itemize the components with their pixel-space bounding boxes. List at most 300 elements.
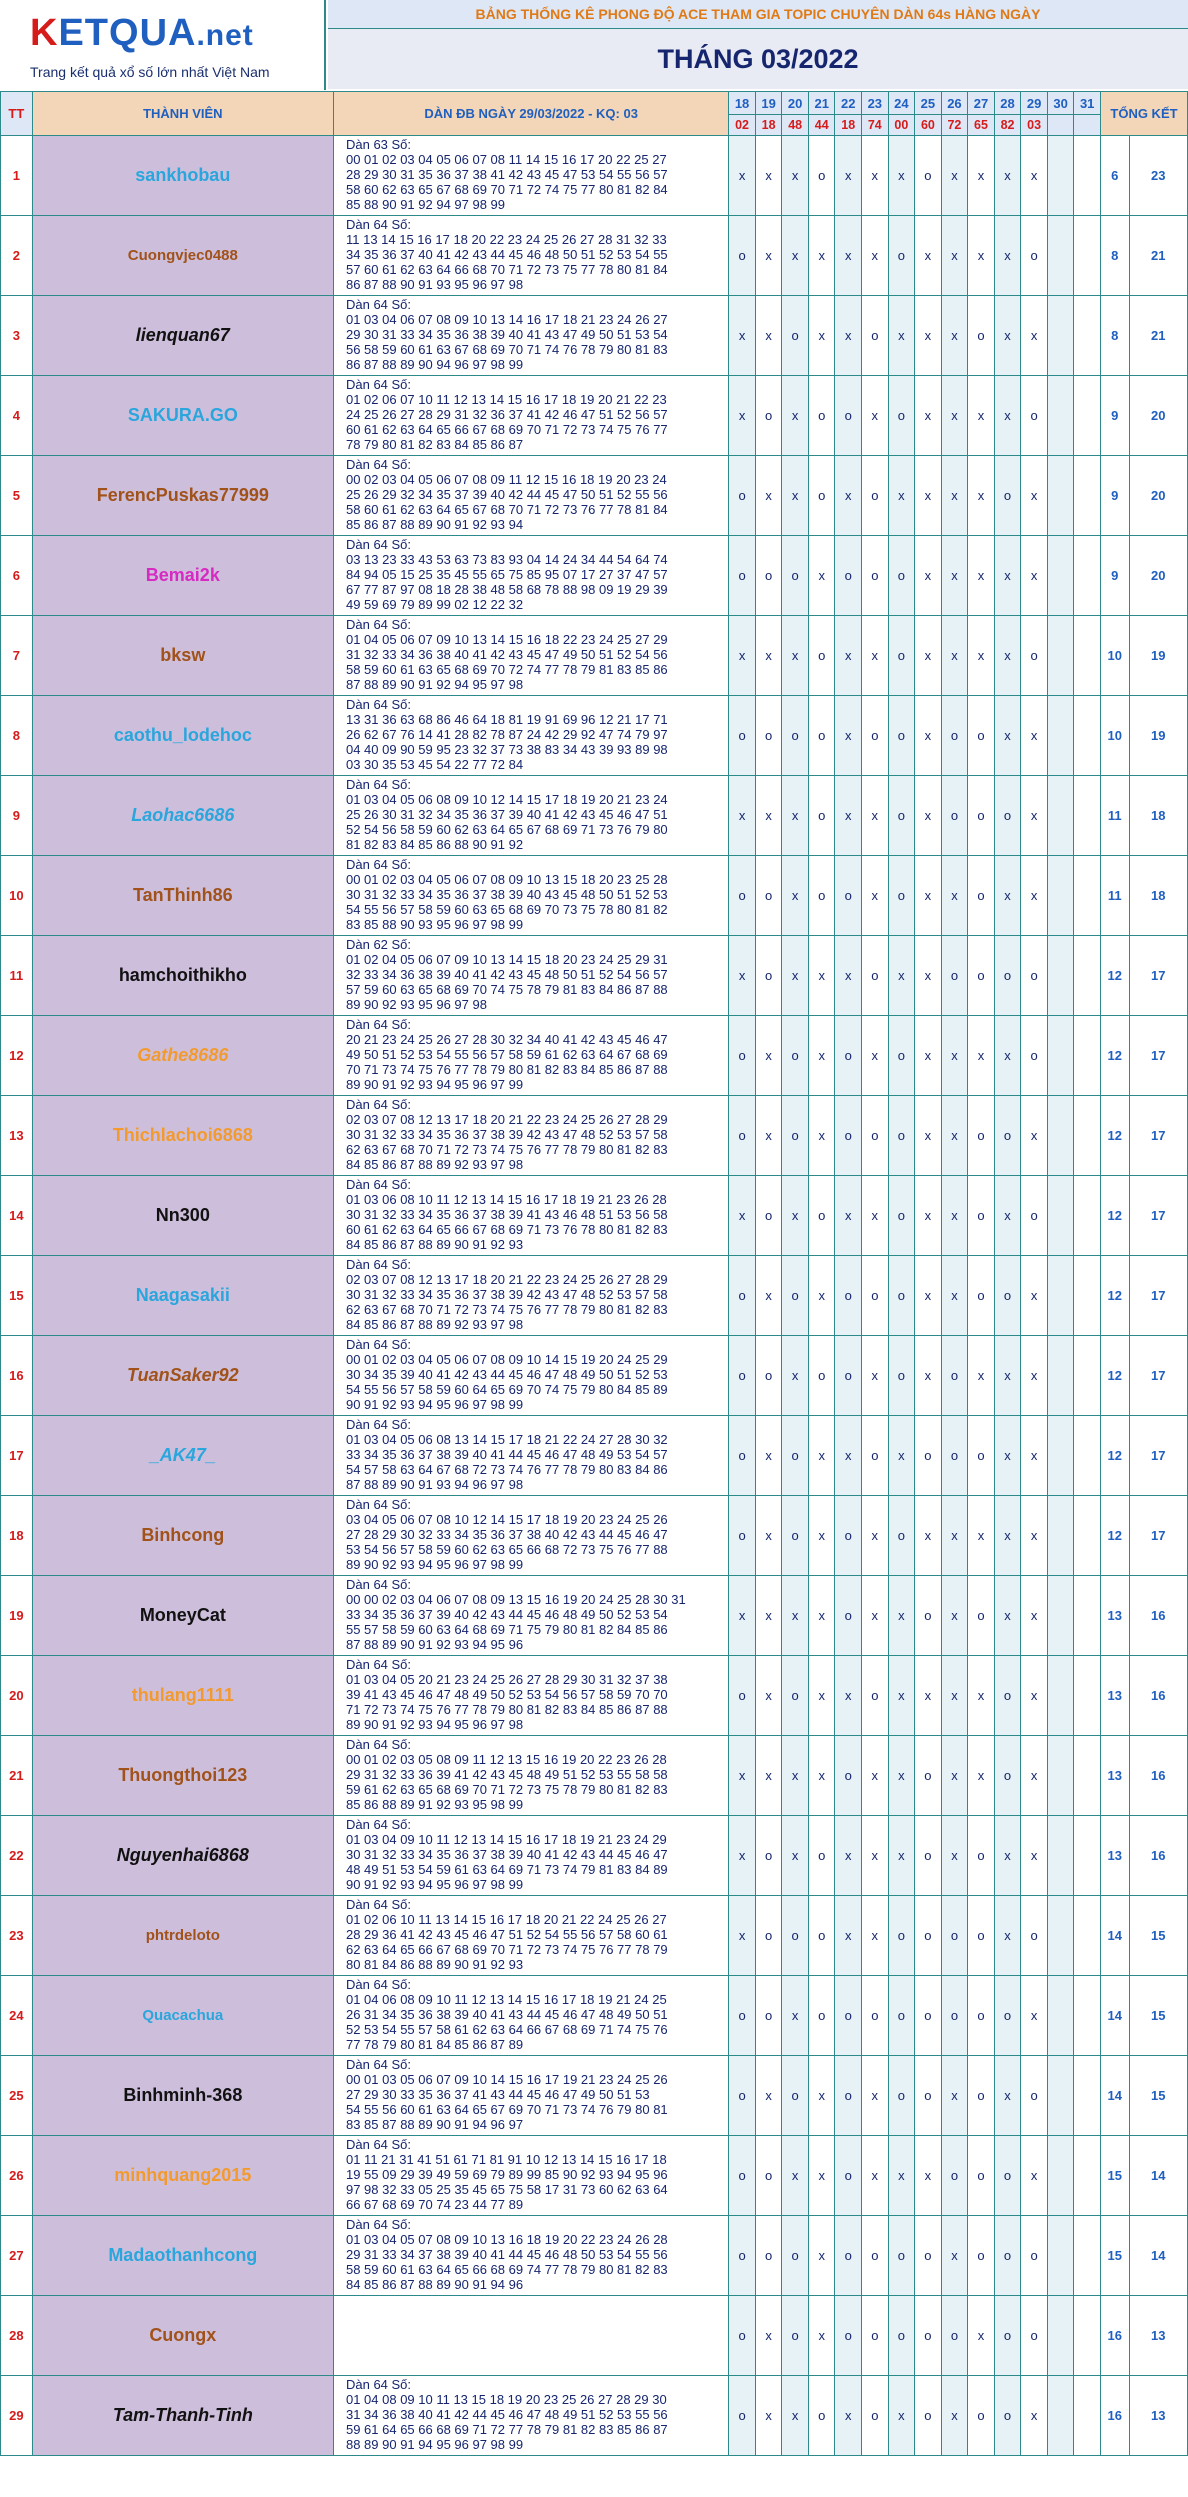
day-mark: x <box>755 136 782 216</box>
day-result-23: 74 <box>862 115 889 136</box>
day-mark: x <box>835 216 862 296</box>
day-mark <box>1047 1576 1074 1656</box>
day-mark: x <box>755 1416 782 1496</box>
day-mark: o <box>729 696 756 776</box>
day-mark: o <box>835 1496 862 1576</box>
table-row <box>1 2376 1188 2456</box>
day-mark <box>1047 1736 1074 1816</box>
day-mark: o <box>915 2216 942 2296</box>
day-mark <box>1047 1656 1074 1736</box>
member-name[interactable]: _AK47_ <box>32 1416 333 1496</box>
day-result-31 <box>1074 115 1101 136</box>
total-score: 19 <box>1129 616 1187 696</box>
day-mark: o <box>994 456 1021 536</box>
day-mark: o <box>915 2376 942 2456</box>
day-mark: x <box>835 1416 862 1496</box>
site-logo[interactable] <box>0 0 326 90</box>
day-mark <box>1074 1576 1101 1656</box>
day-mark: x <box>915 1176 942 1256</box>
day-mark: o <box>888 1336 915 1416</box>
day-mark: o <box>915 2296 942 2376</box>
day-mark: x <box>755 1256 782 1336</box>
day-mark <box>1047 1416 1074 1496</box>
day-header-24: 24 <box>888 92 915 115</box>
number-set <box>333 1176 728 1256</box>
day-mark <box>1047 2296 1074 2376</box>
day-header-30: 30 <box>1047 92 1074 115</box>
total-miss: 15 <box>1100 2136 1129 2216</box>
row-index: 5 <box>1 456 33 536</box>
day-mark: x <box>1021 1576 1048 1656</box>
day-mark <box>1047 1896 1074 1976</box>
number-set <box>333 376 728 456</box>
number-set-text: Dàn 62 Số: 01 02 04 05 06 07 09 10 13 14 15 18 20 23 24 25 29 31 32 33 34 36 38 39 40 41 42 43 45 48 50 51 52 54 56 57 57 59 60 63 65 68 69 70 74 75 78 79 81 83 84 86 87 88 89 90 92 93 95 96 97 98 <box>345 937 668 1012</box>
day-mark: o <box>968 2056 995 2136</box>
day-mark: o <box>782 2216 809 2296</box>
day-header-21: 21 <box>808 92 835 115</box>
day-mark: x <box>915 296 942 376</box>
day-mark: x <box>782 1736 809 1816</box>
day-mark: o <box>968 856 995 936</box>
logo-wordmark <box>30 12 254 55</box>
day-mark: x <box>729 1176 756 1256</box>
day-mark: x <box>782 136 809 216</box>
member-name[interactable]: FerencPuskas77999 <box>32 456 333 536</box>
day-mark: x <box>729 296 756 376</box>
day-mark: x <box>994 1336 1021 1416</box>
number-set <box>333 1976 728 2056</box>
day-mark: o <box>888 696 915 776</box>
row-index: 26 <box>1 2136 33 2216</box>
day-mark: x <box>888 296 915 376</box>
day-mark: o <box>1021 936 1048 1016</box>
total-miss: 15 <box>1100 2216 1129 2296</box>
day-mark: o <box>1021 1176 1048 1256</box>
day-mark: o <box>941 2136 968 2216</box>
day-mark: o <box>915 1976 942 2056</box>
day-mark: o <box>968 696 995 776</box>
day-result-24: 00 <box>888 115 915 136</box>
day-result-27: 65 <box>968 115 995 136</box>
day-mark: x <box>782 376 809 456</box>
day-mark <box>1047 216 1074 296</box>
day-mark: x <box>915 216 942 296</box>
day-mark: o <box>835 2296 862 2376</box>
day-mark: x <box>862 1176 889 1256</box>
day-mark: o <box>888 216 915 296</box>
day-mark: o <box>968 2136 995 2216</box>
day-mark: o <box>755 936 782 1016</box>
day-mark: o <box>862 1976 889 2056</box>
day-mark: x <box>755 1656 782 1736</box>
member-name[interactable]: hamchoithikho <box>32 936 333 1016</box>
day-mark <box>1074 1096 1101 1176</box>
member-name[interactable]: Thichlachoi6868 <box>32 1096 333 1176</box>
member-name[interactable]: Cuongx <box>32 2296 333 2376</box>
day-mark: x <box>755 1496 782 1576</box>
day-mark: o <box>835 1336 862 1416</box>
day-mark: x <box>862 616 889 696</box>
member-name[interactable]: Madaothanhcong <box>32 2216 333 2296</box>
col-total: TỔNG KẾT <box>1100 92 1187 136</box>
day-mark: o <box>782 1096 809 1176</box>
number-set <box>333 136 728 216</box>
day-mark: x <box>941 2056 968 2136</box>
day-mark: x <box>835 1656 862 1736</box>
day-mark: o <box>915 2056 942 2136</box>
day-mark: x <box>968 1736 995 1816</box>
table-row <box>1 136 1188 216</box>
total-score: 13 <box>1129 2296 1187 2376</box>
day-mark: x <box>835 1896 862 1976</box>
day-mark: x <box>862 1736 889 1816</box>
day-mark: o <box>968 1176 995 1256</box>
day-mark: o <box>729 1496 756 1576</box>
day-mark: x <box>994 696 1021 776</box>
day-mark: o <box>994 2296 1021 2376</box>
day-result-18: 02 <box>729 115 756 136</box>
day-mark: o <box>1021 2216 1048 2296</box>
number-set-text: Dàn 64 Số: 02 03 07 08 12 13 17 18 20 21 22 23 24 25 26 27 28 29 30 31 32 33 34 35 36 37 38 39 42 43 47 48 52 53 57 58 62 63 67 68 70 71 72 73 74 75 76 77 78 79 80 81 82 83 84 85 86 87 88 89 92 93 97 98 <box>345 1257 668 1332</box>
row-index: 16 <box>1 1336 33 1416</box>
day-mark: x <box>915 1016 942 1096</box>
number-set <box>333 1016 728 1096</box>
day-mark: o <box>808 2376 835 2456</box>
day-mark: x <box>808 216 835 296</box>
day-mark: x <box>1021 536 1048 616</box>
day-header-18: 18 <box>729 92 756 115</box>
day-mark: x <box>729 1736 756 1816</box>
day-mark: x <box>782 1816 809 1896</box>
day-mark: x <box>915 776 942 856</box>
day-mark: x <box>729 936 756 1016</box>
day-mark: x <box>729 1896 756 1976</box>
member-name[interactable]: Nguyenhai6868 <box>32 1816 333 1896</box>
day-mark: o <box>968 1416 995 1496</box>
day-mark <box>1047 616 1074 696</box>
day-mark: x <box>862 856 889 936</box>
day-mark: x <box>1021 456 1048 536</box>
total-score: 18 <box>1129 776 1187 856</box>
total-score: 17 <box>1129 1096 1187 1176</box>
day-mark <box>1074 2216 1101 2296</box>
day-mark: o <box>729 216 756 296</box>
day-mark <box>1074 1256 1101 1336</box>
day-mark: x <box>1021 1256 1048 1336</box>
day-mark <box>1074 1336 1101 1416</box>
day-mark: x <box>808 296 835 376</box>
table-row <box>1 776 1188 856</box>
day-mark: x <box>729 1576 756 1656</box>
day-mark: x <box>968 2296 995 2376</box>
day-header-26: 26 <box>941 92 968 115</box>
day-mark: x <box>994 296 1021 376</box>
day-mark: x <box>835 936 862 1016</box>
day-mark: o <box>888 1096 915 1176</box>
day-mark: x <box>782 216 809 296</box>
day-mark <box>1074 1496 1101 1576</box>
day-mark: x <box>994 2056 1021 2136</box>
row-index: 21 <box>1 1736 33 1816</box>
number-set-text: Dàn 64 Số: 01 03 04 05 20 21 23 24 25 26 27 28 29 30 31 32 37 38 39 41 43 45 46 47 48 49 50 52 53 54 56 57 58 59 70 70 71 72 73 74 75 76 77 78 79 80 81 82 83 84 85 86 87 88 89 90 91 92 93 94 95 96 97 98 <box>345 1657 668 1732</box>
day-mark: x <box>835 296 862 376</box>
total-score: 17 <box>1129 1336 1187 1416</box>
row-index: 29 <box>1 2376 33 2456</box>
table-row <box>1 1656 1188 1736</box>
total-miss: 12 <box>1100 1176 1129 1256</box>
total-score: 19 <box>1129 696 1187 776</box>
member-name[interactable]: thulang1111 <box>32 1656 333 1736</box>
day-mark: x <box>782 1976 809 2056</box>
total-score: 16 <box>1129 1576 1187 1656</box>
day-mark: x <box>968 1016 995 1096</box>
day-mark: o <box>862 536 889 616</box>
day-result-29: 03 <box>1021 115 1048 136</box>
row-index: 2 <box>1 216 33 296</box>
day-header-20: 20 <box>782 92 809 115</box>
table-row <box>1 2136 1188 2216</box>
logo-name: ETQUA <box>58 12 197 54</box>
day-mark: o <box>941 2296 968 2376</box>
member-name[interactable]: Tam-Thanh-Tinh <box>32 2376 333 2456</box>
day-mark: o <box>782 2056 809 2136</box>
member-name[interactable]: Binhcong <box>32 1496 333 1576</box>
day-mark: o <box>1021 2296 1048 2376</box>
member-name[interactable]: Bemai2k <box>32 536 333 616</box>
number-set-text: Dàn 64 Số: 01 04 08 09 10 11 13 15 18 19 20 23 25 26 27 28 29 30 31 34 36 38 40 41 42 44 45 46 47 48 49 51 52 53 55 56 59 61 64 65 66 68 69 71 72 77 78 79 81 82 83 85 86 87 88 89 90 91 94 95 96 97 98 99 <box>345 2377 668 2452</box>
day-mark: o <box>1021 2056 1048 2136</box>
day-mark: o <box>808 456 835 536</box>
day-mark: x <box>994 1816 1021 1896</box>
day-mark: o <box>835 1096 862 1176</box>
day-mark: o <box>941 936 968 1016</box>
day-mark: o <box>835 856 862 936</box>
day-mark: x <box>729 136 756 216</box>
total-miss: 12 <box>1100 1416 1129 1496</box>
total-score: 14 <box>1129 2216 1187 2296</box>
day-mark: x <box>835 1816 862 1896</box>
table-row <box>1 936 1188 1016</box>
day-mark: x <box>862 1896 889 1976</box>
table-row <box>1 1976 1188 2056</box>
day-mark: x <box>888 1816 915 1896</box>
number-set-text: Dàn 64 Số: 01 03 06 08 10 11 12 13 14 15 16 17 18 19 21 23 26 28 30 31 32 33 34 35 36 37 38 39 41 43 46 48 51 53 56 58 60 61 62 63 64 65 66 67 68 69 71 73 76 78 80 81 82 83 84 85 86 87 88 89 90 91 92 93 <box>345 1177 668 1252</box>
day-mark: o <box>729 1256 756 1336</box>
number-set-text: Dàn 64 Số: 02 03 07 08 12 13 17 18 20 21 22 23 24 25 26 27 28 29 30 31 32 33 34 35 36 37 38 39 42 43 47 48 52 53 57 58 62 63 67 68 70 71 72 73 74 75 76 77 78 79 80 81 82 83 84 85 86 87 88 89 92 93 97 98 <box>345 1097 668 1172</box>
member-name[interactable]: TanThinh86 <box>32 856 333 936</box>
day-mark: x <box>835 616 862 696</box>
total-score: 17 <box>1129 1496 1187 1576</box>
member-name[interactable]: SAKURA.GO <box>32 376 333 456</box>
total-score: 13 <box>1129 2376 1187 2456</box>
day-mark: o <box>755 1976 782 2056</box>
day-mark: x <box>915 376 942 456</box>
member-name[interactable]: bksw <box>32 616 333 696</box>
total-score: 17 <box>1129 1256 1187 1336</box>
day-mark: o <box>729 1016 756 1096</box>
table-row <box>1 1256 1188 1336</box>
total-miss: 10 <box>1100 616 1129 696</box>
number-set-text: Dàn 64 Số: 00 01 03 05 06 07 09 10 14 15 16 17 19 21 23 24 25 26 27 29 30 33 35 36 37 41 43 44 45 46 47 49 50 51 53 54 55 56 60 61 63 64 65 67 69 70 71 73 74 76 79 80 81 83 85 87 88 89 90 91 94 96 97 <box>345 2057 668 2132</box>
day-mark: o <box>968 2216 995 2296</box>
total-score: 23 <box>1129 136 1187 216</box>
table-row <box>1 696 1188 776</box>
table-row <box>1 1496 1188 1576</box>
month-title: THÁNG 03/2022 <box>328 29 1188 89</box>
member-name[interactable]: Binhminh-368 <box>32 2056 333 2136</box>
day-mark: o <box>755 2136 782 2216</box>
member-name[interactable]: Thuongthoi123 <box>32 1736 333 1816</box>
day-mark: x <box>808 1096 835 1176</box>
table-row <box>1 1096 1188 1176</box>
total-score: 16 <box>1129 1656 1187 1736</box>
day-mark: x <box>755 1016 782 1096</box>
number-set-text: Dàn 64 Số: 03 13 23 33 43 53 63 73 83 93 04 14 24 34 44 54 64 74 84 94 05 15 25 35 45 55 65 75 85 95 07 17 27 37 47 57 67 77 87 97 08 18 28 38 48 58 68 78 88 98 09 19 29 39 49 59 69 79 89 99 02 12 22 32 <box>345 537 668 612</box>
day-mark: x <box>808 1656 835 1736</box>
member-name[interactable]: Quacachua <box>32 1976 333 2056</box>
day-mark <box>1047 1816 1074 1896</box>
total-score: 17 <box>1129 1176 1187 1256</box>
total-miss: 14 <box>1100 1896 1129 1976</box>
day-mark: x <box>808 1496 835 1576</box>
row-index: 25 <box>1 2056 33 2136</box>
day-mark: x <box>994 616 1021 696</box>
day-mark: x <box>941 2216 968 2296</box>
day-mark: o <box>994 2136 1021 2216</box>
number-set <box>333 2056 728 2136</box>
day-mark: x <box>1021 1976 1048 2056</box>
day-mark: x <box>941 536 968 616</box>
day-mark: o <box>835 536 862 616</box>
total-miss: 12 <box>1100 1336 1129 1416</box>
total-score: 16 <box>1129 1736 1187 1816</box>
number-set <box>333 1096 728 1176</box>
day-mark: o <box>915 1576 942 1656</box>
total-score: 14 <box>1129 2136 1187 2216</box>
day-header-28: 28 <box>994 92 1021 115</box>
member-name[interactable]: TuanSaker92 <box>32 1336 333 1416</box>
day-mark: o <box>862 2216 889 2296</box>
day-mark: o <box>729 536 756 616</box>
day-mark: o <box>888 776 915 856</box>
day-mark: x <box>755 216 782 296</box>
day-mark: x <box>755 2296 782 2376</box>
day-mark: x <box>888 1656 915 1736</box>
day-mark <box>1074 856 1101 936</box>
day-mark: x <box>915 1656 942 1736</box>
day-mark: x <box>968 216 995 296</box>
day-mark <box>1074 696 1101 776</box>
day-mark: x <box>941 1016 968 1096</box>
day-mark: o <box>729 2376 756 2456</box>
day-mark: o <box>782 296 809 376</box>
day-mark: o <box>808 1896 835 1976</box>
day-mark: o <box>994 1736 1021 1816</box>
day-mark: x <box>862 1016 889 1096</box>
day-mark: x <box>808 536 835 616</box>
day-mark <box>1074 936 1101 1016</box>
day-mark: o <box>808 136 835 216</box>
day-header-31: 31 <box>1074 92 1101 115</box>
day-mark <box>1047 1096 1074 1176</box>
day-mark: x <box>915 1336 942 1416</box>
day-mark: x <box>994 856 1021 936</box>
number-set <box>333 2296 728 2376</box>
logo-tld: .net <box>196 19 254 52</box>
day-mark: o <box>941 776 968 856</box>
member-name[interactable]: MoneyCat <box>32 1576 333 1656</box>
row-index: 20 <box>1 1656 33 1736</box>
member-name[interactable]: caothu_lodehoc <box>32 696 333 776</box>
number-set-text: Dàn 64 Số: 00 01 02 03 04 05 06 07 08 09 10 13 15 18 20 23 25 28 30 31 32 33 34 35 36 37 38 39 40 43 45 48 50 51 52 53 54 55 56 57 58 59 60 63 65 68 69 70 73 75 78 80 81 82 83 85 88 90 93 95 96 97 98 99 <box>345 857 668 932</box>
day-mark: o <box>755 856 782 936</box>
day-mark: o <box>808 1176 835 1256</box>
day-mark: o <box>941 1976 968 2056</box>
member-name[interactable]: lienquan67 <box>32 296 333 376</box>
number-set <box>333 2216 728 2296</box>
day-mark: x <box>994 1896 1021 1976</box>
day-mark: x <box>994 376 1021 456</box>
day-mark: o <box>888 376 915 456</box>
day-mark: o <box>729 1336 756 1416</box>
day-mark: x <box>808 936 835 1016</box>
number-set-text: Dàn 64 Số: 20 21 23 24 25 26 27 28 30 32 34 40 41 42 43 45 46 47 49 50 51 52 53 54 55 56 57 58 59 61 62 63 64 67 68 69 70 71 73 74 75 76 77 78 79 80 81 82 83 84 85 86 87 88 89 90 91 92 93 94 95 96 97 99 <box>345 1017 668 1092</box>
member-name[interactable]: Nn300 <box>32 1176 333 1256</box>
total-score: 20 <box>1129 536 1187 616</box>
number-set-text: Dàn 64 Số: 01 03 04 05 07 08 09 10 13 16 18 19 20 22 23 24 26 28 29 31 33 34 37 38 39 40 41 44 45 46 48 50 53 54 55 56 58 59 60 61 63 64 65 66 68 69 74 77 78 79 80 81 82 83 84 85 86 87 88 89 90 91 94 96 <box>345 2217 668 2292</box>
day-mark: o <box>941 696 968 776</box>
day-mark: o <box>782 1016 809 1096</box>
day-mark: x <box>888 136 915 216</box>
member-name[interactable]: Cuongvjec0488 <box>32 216 333 296</box>
number-set <box>333 1336 728 1416</box>
day-mark: x <box>968 616 995 696</box>
total-miss: 9 <box>1100 456 1129 536</box>
number-set <box>333 1656 728 1736</box>
day-mark: o <box>808 616 835 696</box>
member-name[interactable]: minhquang2015 <box>32 2136 333 2216</box>
day-mark: o <box>968 1976 995 2056</box>
total-score: 20 <box>1129 376 1187 456</box>
total-score: 15 <box>1129 2056 1187 2136</box>
day-mark: o <box>888 1896 915 1976</box>
day-mark: x <box>941 1256 968 1336</box>
day-mark: x <box>729 376 756 456</box>
member-name[interactable]: phtrdeloto <box>32 1896 333 1976</box>
day-mark: x <box>941 1176 968 1256</box>
day-mark: o <box>915 1816 942 1896</box>
day-mark: o <box>729 1976 756 2056</box>
number-set-text: Dàn 64 Số: 00 01 02 03 05 08 09 11 12 13 15 16 19 20 22 23 26 28 29 31 32 33 36 39 41 42 43 45 48 49 51 52 53 55 58 58 59 61 62 63 65 68 69 70 71 72 73 75 78 79 80 81 82 83 85 86 88 89 91 92 93 95 98 99 <box>345 1737 668 1812</box>
day-mark: x <box>888 1416 915 1496</box>
day-mark: o <box>755 536 782 616</box>
day-mark <box>1074 1976 1101 2056</box>
day-mark: x <box>888 456 915 536</box>
day-mark: x <box>915 616 942 696</box>
day-mark: x <box>941 1656 968 1736</box>
total-score: 16 <box>1129 1816 1187 1896</box>
member-name[interactable]: Naagasakii <box>32 1256 333 1336</box>
day-mark: o <box>808 856 835 936</box>
row-index: 15 <box>1 1256 33 1336</box>
total-miss: 13 <box>1100 1576 1129 1656</box>
member-name[interactable]: Laohac6686 <box>32 776 333 856</box>
day-mark: x <box>994 1576 1021 1656</box>
day-mark: x <box>968 136 995 216</box>
table-body <box>1 136 1188 2456</box>
member-name[interactable]: sankhobau <box>32 136 333 216</box>
member-name[interactable]: Gathe8686 <box>32 1016 333 1096</box>
